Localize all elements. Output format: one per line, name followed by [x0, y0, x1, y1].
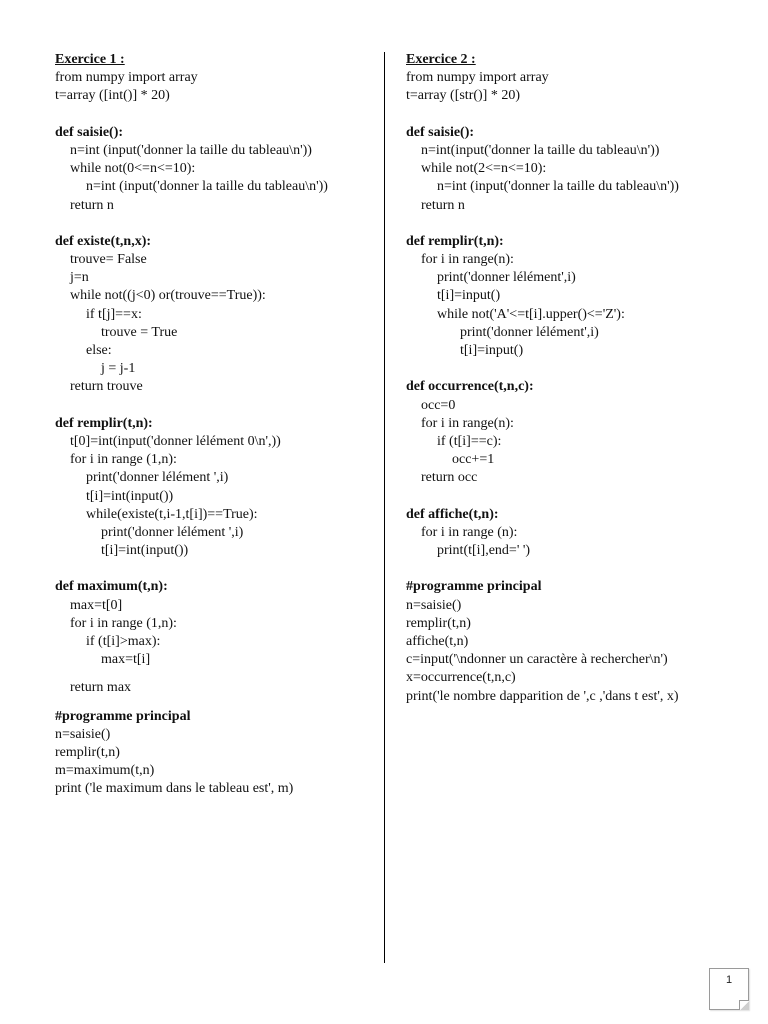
page-number: 1: [725, 974, 733, 986]
code-line: t=array ([int()] * 20): [55, 88, 170, 104]
code-line: c=input('\ndonner un caractère à rechercher\n'): [406, 652, 668, 668]
code-line: t[i]=input(): [437, 288, 501, 304]
code-line: occ=0: [421, 397, 456, 413]
code-line: remplir(t,n): [55, 744, 120, 760]
main-program-heading: #programme principal: [55, 708, 191, 724]
function-def-existe: def existe(t,n,x):: [55, 233, 152, 249]
code-line: n=int (input('donner la taille du tableau\n')): [86, 179, 328, 195]
code-line: n=int(input('donner la taille du tableau\n')): [421, 142, 660, 158]
page-number-box: [709, 968, 749, 1010]
code-line: for i in range(n):: [421, 252, 514, 268]
code-line: print('donner lélément',i): [437, 270, 576, 286]
code-line: return occ: [421, 470, 478, 486]
exercise-2-column: [406, 51, 746, 706]
main-program-heading: #programme principal: [406, 579, 542, 595]
code-line: t=array ([str()] * 20): [406, 88, 521, 104]
code-line: else:: [86, 343, 112, 358]
code-line: occ+=1: [452, 452, 495, 468]
function-def-maximum: def maximum(t,n):: [55, 579, 168, 595]
code-line: print('donner lélément',i): [460, 324, 599, 340]
code-line: n=int (input('donner la taille du tableau\n')): [437, 179, 679, 195]
code-line: while not('A'<=t[i].upper()<='Z'):: [437, 306, 625, 322]
code-line: while not((j<0) or(trouve==True)):: [70, 288, 266, 304]
code-line: print('donner lélément ',i): [101, 524, 244, 540]
function-def-occurrence: def occurrence(t,n,c):: [406, 379, 534, 395]
code-line: if t[j]==x:: [86, 306, 142, 322]
code-line: n=saisie(): [55, 726, 111, 742]
code-line: j=n: [70, 270, 89, 286]
code-line: for i in range (1,n):: [70, 615, 177, 631]
code-line: t[i]=int(input()): [86, 488, 174, 504]
code-line: affiche(t,n): [406, 634, 469, 649]
code-line: if (t[i]>max):: [86, 634, 161, 649]
exercise-2-title: Exercice 2 :: [406, 52, 476, 67]
code-line: from numpy import array: [406, 70, 549, 86]
exercise-1-column: [55, 51, 375, 799]
code-line: max=t[0]: [70, 597, 123, 613]
code-line: if (t[i]==c):: [437, 433, 502, 449]
code-line: return n: [421, 197, 465, 213]
code-line: return max: [70, 680, 132, 696]
code-line: remplir(t,n): [406, 615, 471, 631]
code-line: print ('le maximum dans le tableau est', m): [55, 781, 294, 797]
function-def-remplir: def remplir(t,n):: [55, 415, 153, 431]
code-line: trouve = True: [101, 324, 178, 340]
code-line: j = j-1: [101, 361, 136, 377]
function-def-affiche: def affiche(t,n):: [406, 506, 499, 522]
code-line: t[i]=input(): [460, 343, 524, 358]
code-line: while(existe(t,i-1,t[i])==True):: [86, 506, 258, 522]
column-divider: [384, 52, 385, 963]
code-line: t[0]=int(input('donner lélément 0\n',)): [70, 433, 281, 449]
code-line: from numpy import array: [55, 70, 198, 86]
function-def-saisie: def saisie():: [55, 124, 124, 140]
code-line: n=int (input('donner la taille du tableau\n')): [70, 142, 312, 158]
page-fold-icon: [739, 1000, 749, 1010]
code-line: x=occurrence(t,n,c): [406, 670, 516, 686]
code-line: for i in range(n):: [421, 415, 514, 431]
code-line: max=t[i]: [101, 652, 151, 668]
code-line: trouve= False: [70, 252, 147, 268]
code-line: m=maximum(t,n): [55, 763, 155, 779]
code-line: for i in range (1,n):: [70, 452, 177, 468]
function-def-remplir: def remplir(t,n):: [406, 233, 504, 249]
code-line: while not(2<=n<=10):: [421, 161, 547, 177]
function-def-saisie: def saisie():: [406, 124, 475, 140]
code-line: print(t[i],end=' '): [437, 543, 531, 559]
code-line: print('donner lélément ',i): [86, 470, 229, 486]
code-line: for i in range (n):: [421, 524, 518, 540]
exercise-1-title: Exercice 1 :: [55, 52, 125, 67]
code-line: t[i]=int(input()): [101, 543, 189, 559]
code-line: n=saisie(): [406, 597, 462, 613]
code-line: print('le nombre dapparition de ',c ,'dans t est', x): [406, 688, 679, 704]
code-line: return n: [70, 197, 114, 213]
code-line: return trouve: [70, 379, 143, 395]
code-line: while not(0<=n<=10):: [70, 161, 196, 177]
